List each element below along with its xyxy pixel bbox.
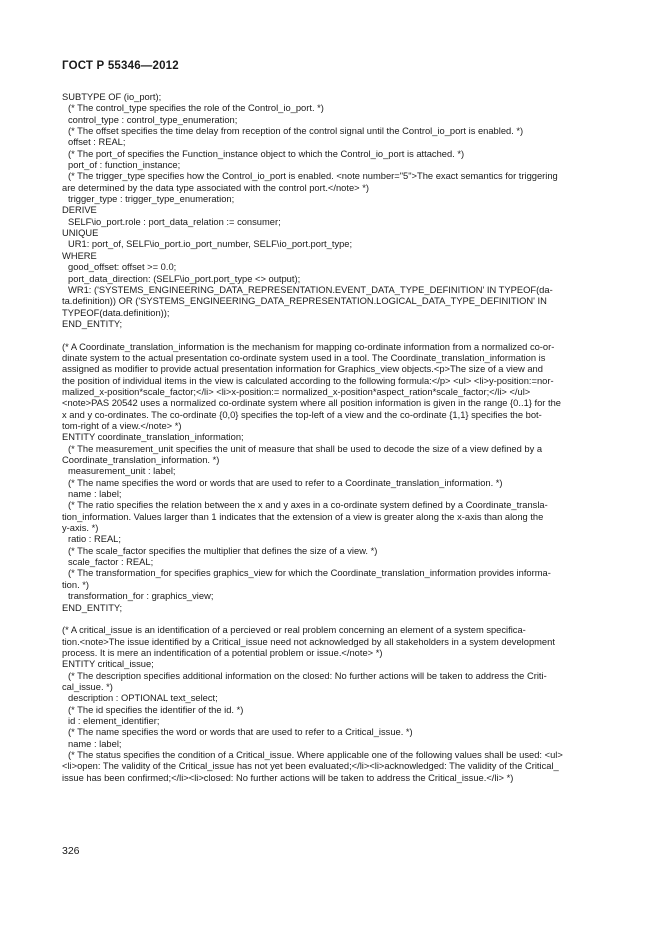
text-line: dinate system to the actual presentation co-ordinate system used in a tool. The Coordinate_translation_information is — [62, 352, 546, 363]
text-line: trigger_type : trigger_type_enumeration; — [68, 194, 235, 205]
text-line: (* The scale_factor specifies the multiplier that defines the size of a view. *) — [68, 545, 378, 556]
text-line: port_data_direction: (SELF\io_port.port_type <> output); — [68, 273, 301, 284]
text-line: tom-right of a view.</note> *) — [62, 421, 182, 432]
text-line: y-axis. *) — [62, 523, 99, 534]
text-line: ta.definition)) OR ('SYSTEMS_ENGINEERING_DATA_REPRESENTATION.LOGICAL_DATA_TYPE_DEFINITION' IN — [62, 296, 547, 307]
text-line: <li>open: The validity of the Critical_issue has not yet been evaluated;</li><li>acknowledged: The validity of the Critical_ — [62, 761, 559, 772]
text-line: SUBTYPE OF (io_port); — [62, 92, 162, 102]
page-number: 326 — [62, 845, 80, 857]
text-line: END_ENTITY; — [62, 318, 123, 329]
text-line: WR1: ('SYSTEMS_ENGINEERING_DATA_REPRESENTATION.EVENT_DATA_TYPE_DEFINITION' IN TYPEOF(da- — [68, 284, 553, 295]
text-line: tion.<note>The issue identified by a Critical_issue need not acknowledged by all stakeholders in a system development — [62, 636, 555, 647]
text-line: x and y co-ordinates. The co-ordinate {0,0} specifies the top-left of a view and the co-ordinate {1,1} specifies the bot- — [62, 409, 542, 420]
paragraph-gap — [62, 614, 600, 625]
text-line: process. It is mere an indentification of a potential problem or issue.</note> *) — [62, 647, 383, 658]
text-line: (* The offset specifies the time delay from reception of the control signal until the Control_io_port is enabled. *) — [68, 126, 524, 137]
text-line: ENTITY critical_issue; — [62, 659, 154, 670]
text-line: scale_factor : REAL; — [68, 557, 154, 568]
text-line: (* The transformation_for specifies graphics_view for which the Coordinate_translation_information provides informa- — [68, 568, 551, 579]
text-line: (* The trigger_type specifies how the Control_io_port is enabled. <note number="5">The exact semantics for triggering — [68, 171, 558, 182]
text-line: offset : REAL; — [68, 137, 126, 148]
paragraph-gap — [62, 330, 600, 341]
text-line: WHERE — [62, 250, 97, 261]
text-line: tion. *) — [62, 579, 90, 590]
text-line: UNIQUE — [62, 228, 99, 239]
text-line: END_ENTITY; — [62, 602, 123, 613]
text-line: UR1: port_of, SELF\io_port.io_port_number, SELF\io_port.port_type; — [68, 239, 353, 250]
text-line: name : label; — [68, 489, 122, 500]
text-line: description : OPTIONAL text_select; — [68, 693, 218, 704]
document-header: ГОСТ Р 55346—2012 — [62, 60, 179, 72]
text-line: (* A Coordinate_translation_information is the mechanism for mapping co-ordinate information from a normalized co-or- — [62, 341, 555, 352]
text-line: control_type : control_type_enumeration; — [68, 114, 238, 125]
text-line: (* The port_of specifies the Function_instance object to which the Control_io_port is attached. *) — [68, 148, 465, 159]
text-line: tion_information. Values larger than 1 indicates that the extension of a view is greater along the x-axis than along the — [62, 511, 544, 522]
text-line: (* The ratio specifies the relation between the x and y axes in a co-ordinate system defined by a Coordinate_transla- — [68, 500, 548, 511]
text-line: ENTITY coordinate_translation_information; — [62, 432, 244, 443]
text-line: ratio : REAL; — [68, 534, 121, 545]
text-line: are determined by the data type associated with the control port.</note> *) — [62, 182, 369, 193]
text-line: (* The status specifies the condition of a Critical_issue. Where applicable one of the following values shall be used: <ul> — [68, 750, 563, 761]
text-line: good_offset: offset >= 0.0; — [68, 262, 177, 273]
text-line: Coordinate_translation_information. *) — [62, 455, 220, 466]
text-line: (* The name specifies the word or words that are used to refer to a Coordinate_translation_information. *) — [68, 477, 503, 488]
text-line: DERIVE — [62, 205, 97, 216]
text-line: (* The description specifies additional information on the closed: No further actions will be taken to address the Criti- — [68, 670, 547, 681]
text-line: the position of individual items in the view is calculated according to the following formula:</p> <ul> <li>y-position:=nor- — [62, 375, 554, 386]
text-line: (* The control_type specifies the role of the Control_io_port. *) — [68, 103, 324, 114]
text-line: issue has been confirmed;</li><li>closed: No further actions will be taken to address the Critical_issue.</li> *) — [62, 772, 514, 783]
document-body — [62, 92, 600, 784]
text-line: assigned as modifier to provide actual presentation information for Graphics_view objects.<p>The size of a view and — [62, 364, 543, 375]
text-line: (* The measurement_unit specifies the unit of measure that shall be used to decode the size of a view defined by a — [68, 443, 543, 454]
text-line: id : element_identifier; — [68, 716, 160, 726]
text-line: (* The name specifies the word or words that are used to refer to a Critical_issue. *) — [68, 727, 413, 738]
text-line: port_of : function_instance; — [68, 160, 181, 171]
text-line: (* The id specifies the identifier of the id. *) — [68, 704, 244, 715]
text-line: (* A critical_issue is an identification of a percieved or real problem concerning an element of a system specifica- — [62, 625, 526, 636]
text-line: TYPEOF(data.definition)); — [62, 307, 170, 318]
text-line: measurement_unit : label; — [68, 466, 176, 477]
text-line: SELF\io_port.role : port_data_relation := consumer; — [68, 216, 281, 227]
text-line: transformation_for : graphics_view; — [68, 591, 214, 602]
text-line: cal_issue. *) — [62, 681, 113, 692]
text-line: name : label; — [68, 738, 122, 749]
text-line: <note>PAS 20542 uses a normalized co-ordinate system where all position information is given in the range {0..1} for the — [62, 398, 561, 409]
text-line: malized_x-position*scale_factor;</li> <li>x-position:= normalized_x-position*aspect_ration*scale_factor;</li> </ul> — [62, 386, 531, 397]
